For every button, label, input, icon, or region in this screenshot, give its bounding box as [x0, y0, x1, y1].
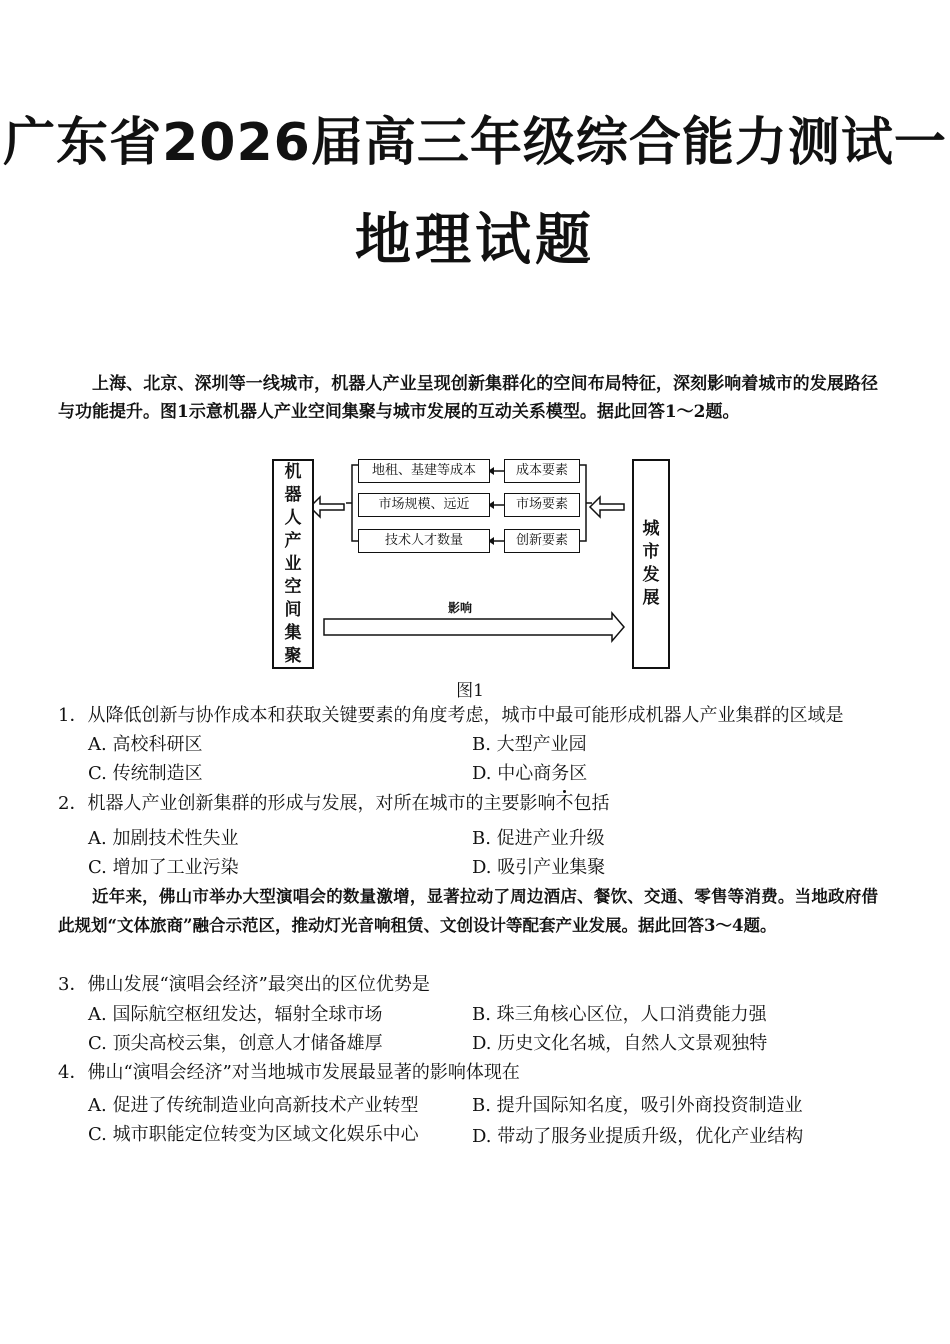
- q4-option-b[interactable]: B. 提升国际知名度，吸引外商投资制造业: [472, 1095, 803, 1116]
- question-stem: 从降低创新与协作成本和获取关键要素的角度考虑，城市中最可能形成机器人产业集群的区域是: [87, 705, 844, 726]
- q3-option-d[interactable]: D. 历史文化名城，自然人文景观独特: [472, 1033, 768, 1054]
- question-stem: 佛山发展“演唱会经济”最突出的区位优势是: [87, 974, 430, 995]
- figure-1-diagram: [260, 455, 680, 673]
- question-number: 2．: [58, 793, 88, 814]
- right-box-char: 市: [642, 542, 660, 562]
- figure-caption: 图1: [456, 681, 484, 701]
- left-box-char: 空: [284, 576, 302, 597]
- factor-market-box: 市场规模、远近: [358, 493, 490, 517]
- question-number: 4．: [58, 1062, 88, 1083]
- q1-option-b[interactable]: B. 大型产业园: [472, 734, 587, 755]
- q2-option-a[interactable]: A. 加剧技术性失业: [88, 828, 239, 849]
- exam-title-line2: 地理试题: [355, 208, 595, 273]
- right-box-char: 城: [642, 519, 660, 539]
- urban-development-box: [632, 459, 670, 669]
- question-1: [58, 703, 898, 729]
- left-box-char: 产: [284, 530, 302, 551]
- question-number: 3．: [58, 974, 88, 995]
- right-box-char: 展: [642, 588, 660, 608]
- left-box-char: 间: [284, 599, 302, 620]
- q3-option-a[interactable]: A. 国际航空枢纽发达，辐射全球市场: [88, 1004, 383, 1025]
- passage-1: 上海、北京、深圳等一线城市，机器人产业呈现创新集群化的空间布局特征，深刻影响着城市的发展路径与功能提升。图1示意机器人产业空间集聚与城市发展的互动关系模型。据此回答1～2题。: [58, 374, 878, 422]
- diagram-arrows: [260, 455, 680, 673]
- factor-talent-box: 技术人才数量: [358, 529, 490, 553]
- left-box-char: 机: [284, 461, 302, 482]
- question-stem: 佛山“演唱会经济”对当地城市发展最显著的影响体现在: [87, 1062, 520, 1083]
- exam-title-line1: 广东省2026届高三年级综合能力测试一: [3, 113, 947, 173]
- factor-cost-box: 地租、基建等成本: [358, 459, 490, 483]
- q2-option-b[interactable]: B. 促进产业升级: [472, 828, 605, 849]
- q1-option-a[interactable]: A. 高校科研区: [88, 734, 203, 755]
- q2-option-d[interactable]: D. 吸引产业集聚: [472, 857, 606, 878]
- q1-option-c[interactable]: C. 传统制造区: [88, 763, 203, 784]
- question-number: 1．: [58, 705, 88, 726]
- left-box-char: 集: [284, 622, 302, 643]
- question-stem: 机器人产业创新集群的形成与发展，对所在城市的主要影响: [87, 793, 556, 814]
- question-2: [58, 791, 898, 817]
- left-box-char: 聚: [284, 645, 302, 666]
- q4-option-c[interactable]: C. 城市职能定位转变为区域文化娱乐中心: [88, 1124, 419, 1145]
- question-4: [58, 1060, 898, 1086]
- question-stem-end: 包括: [573, 793, 610, 814]
- element-cost-box: 成本要素: [504, 459, 580, 483]
- q4-option-d[interactable]: D. 带动了服务业提质升级，优化产业结构: [472, 1126, 804, 1147]
- q3-option-b[interactable]: B. 珠三角核心区位，人口消费能力强: [472, 1004, 767, 1025]
- left-box-char: 器: [284, 484, 302, 505]
- emphasis-not: 不: [555, 793, 574, 814]
- left-box-char: 业: [284, 553, 302, 574]
- q4-option-a[interactable]: A. 促进了传统制造业向高新技术产业转型: [88, 1095, 419, 1116]
- question-3: [58, 972, 898, 998]
- q2-option-c[interactable]: C. 增加了工业污染: [88, 857, 239, 878]
- passage-2: 近年来，佛山市举办大型演唱会的数量激增，显著拉动了周边酒店、餐饮、交通、零售等消费。当地政府借此规划“文体旅商”融合示范区，推动灯光音响租赁、文创设计等配套产业发展。据此回答3～4题。: [58, 887, 878, 935]
- influence-arrow-label: 影响: [448, 601, 473, 615]
- q3-option-c[interactable]: C. 顶尖高校云集，创意人才储备雄厚: [88, 1033, 383, 1054]
- q1-option-d[interactable]: D. 中心商务区: [472, 763, 588, 784]
- element-innovation-box: 创新要素: [504, 529, 580, 553]
- right-box-char: 发: [642, 565, 660, 585]
- left-box-char: 人: [284, 507, 302, 528]
- element-market-box: 市场要素: [504, 493, 580, 517]
- robot-cluster-box: [272, 459, 314, 669]
